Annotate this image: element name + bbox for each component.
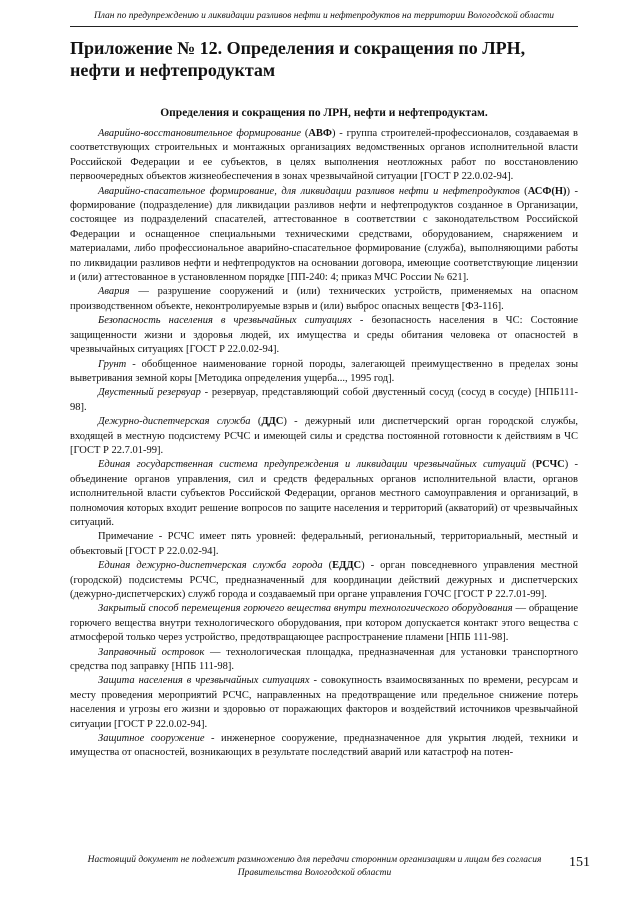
definition-term: Заправочный островок	[98, 646, 205, 658]
definition-term: Защитное сооружение	[98, 733, 205, 745]
definition-text: - группа строителей-профессионалов, создаваемая в соответствующих строительных и монтажных организациях ведомственных органов исполнительной власти Российской Федерации и ее субъектов, в целях выполнения неотложных работ по восстановлению первоочередных объектов жизнеобеспечения в зонах чрезвычайной ситуации [ГОСТ Р 22.0.02-94].	[70, 128, 578, 183]
definition-term: Дежурно-диспетчерская служба	[98, 416, 251, 428]
definition-term: Закрытый способ перемещения горючего вещества внутри технологического оборудования	[98, 603, 513, 615]
definition-item	[70, 602, 578, 645]
definition-text: - объединение органов управления, сил и средств федеральных органов исполнительной власти, органов исполнительной власти субъектов Российской Федерации, органов местного самоуправления и организаций, в полномочия которых входит решение вопросов по защите населения и территорий (акваторий) от чрезвычайных ситуаций.	[70, 459, 578, 528]
definition-text: - формирование (подразделение) для ликвидации разливов нефти и нефтепродуктов созданное в Организации, состоящее из подразделений спасателей, аттестованное в соответствии с законодательством Российской Федерации и оснащенное специальными техническими средствами, оборудованием, снаряжением и материалами, либо профессиональное аварийно-спасательное формирование (служба), выполняющими работы по ликвидации разливов нефти и нефтепродуктов на основании договора, имеющие соответствующие лицензии и (или) аттестованное в установленном порядке [ПП-240: 4; приказ МЧС России № 621].	[70, 185, 579, 284]
section-title: Определения и сокращения по ЛРН, нефти и нефтепродуктам.	[160, 107, 488, 119]
definition-item	[70, 646, 578, 675]
page-title: Приложение № 12. Определения и сокращения по ЛРН, нефти и нефтепродуктам	[70, 38, 526, 80]
definition-text: - дежурный или диспетчерский орган городской службы, входящей в местную подсистему РСЧС и имеющей силы и средства постоянной готовности к действиям в ЧС [ГОСТ Р 22.7.01-99].	[70, 416, 579, 456]
definition-item: Единая дежурно-диспетчерская служба города (ЕДДС) - орган повседневного управления местной (городской) подсистемы РСЧС, предназначенный для координации действий дежурных и диспетчерских (дежурно-диспетчерских) служб города и создаваемый при органе управления ГОЧС [ГОСТ Р 22.7.01-99].	[70, 560, 579, 600]
definition-item: Аварийно-спасательное формирование, для ликвидации разливов нефти и нефтепродуктов (АСФ(Н)) - формирование (подразделение) для ликвидации разливов нефти и нефтепродуктов созданное в Организации, состоящее из подразделений спасателей, аттестованное в соответствии с законодательством Российской Федерации и оснащенное специальными техническими средствами, оборудованием, снаряжением и материалами, либо профессиональное аварийно-спасательное формирование (служба), выполняющими работы по ликвидации разливов нефти и нефтепродуктов на основании договора, имеющие соответствующие лицензии и (или) аттестованное в установленном порядке [ПП-240: 4; приказ МЧС России № 621].	[70, 185, 579, 284]
definition-term: Аварийно-восстановительное формирование	[98, 128, 301, 139]
definition-abbreviation: АСФ(Н)	[527, 185, 567, 197]
definition-abbreviation: РСЧС	[535, 459, 565, 471]
definition-term: Единая государственная система предупреждения и ликвидации чрезвычайных ситуаций	[98, 459, 526, 471]
definition-item: Аварийно-восстановительное формирование (АВФ) - группа строителей-профессионалов, создаваемая в соответствующих строительных и монтажных организациях ведомственных органов исполнительной власти Российской Федерации и ее субъектов, в целях выполнения неотложных работ по восстановлению первоочередных объектов жизнеобеспечения в зонах чрезвычайной ситуации [ГОСТ Р 22.0.02-94].	[70, 128, 578, 183]
header-divider	[70, 26, 578, 27]
page-footer	[70, 854, 590, 880]
definition-text: — разрушение сооружений и (или) технических устройств, применяемых на опасном производственном объекте, неконтролируемые взрыв и (или) выброс опасных веществ [ФЗ-116].	[70, 286, 578, 312]
definition-item	[70, 358, 578, 387]
definition-item: Дежурно-диспетчерская служба (ДДС) - дежурный или диспетчерский орган городской службы, входящей в местную подсистему РСЧС и имеющей силы и средства постоянной готовности к действиям в ЧС [ГОСТ Р 22.7.01-99].	[70, 416, 579, 456]
definition-text: - безопасность населения в ЧС: Состояние защищенности жизни и здоровья людей, их имущества и среды обитания человека от опасностей в чрезвычайных ситуациях [ГОСТ Р 22.0.02-94].	[70, 315, 578, 356]
definition-item	[70, 285, 578, 314]
definition-text: — технологическая площадка, предназначенная для установки транспортного средства под заправку [НПБ 111-98].	[70, 646, 578, 673]
definition-item: Единая государственная система предупреждения и ликвидации чрезвычайных ситуаций (РСЧС) - объединение органов управления, сил и средств федеральных органов исполнительной власти, органов исполнительной власти субъектов Российской Федерации, органов местного самоуправления и организаций, в полномочия которых входит решение вопросов по защите населения и территорий (акваторий) от чрезвычайных ситуаций.	[70, 459, 578, 528]
running-header: План по предупреждению и ликвидации разливов нефти и нефтепродуктов на территории Вологодской области	[93, 11, 555, 21]
definition-text: - совокупность взаимосвязанных по времени, ресурсам и месту проведения мероприятий РСЧС, направленных на предотвращение или предельное снижение потерь населения и угрозы его жизни и здоровью от поражающих факторов и воздействий источников чрезвычайной ситуации [ГОСТ Р 22.0.02-94].	[70, 675, 579, 730]
definition-text: - обобщенное наименование горной породы, залегающей преимущественно в пределах зоны выветривания земной коры [Методика определения ущерба..., 1995 год].	[70, 358, 578, 384]
definitions-list	[70, 127, 578, 761]
footer-notice: Настоящий документ не подлежит размножению для передачи сторонним организациям и лицам без согласия Правительства Вологодской области	[87, 855, 542, 878]
definition-term: Безопасность населения в чрезвычайных ситуациях	[98, 315, 352, 327]
definition-text: Примечание - РСЧС имеет пять уровней: федеральный, региональный, территориальный, местный и объектовый [ГОСТ Р 22.0.02-94].	[70, 531, 578, 557]
definition-abbreviation: ЕДДС	[332, 560, 362, 572]
definition-text: - инженерное сооружение, предназначенное для укрытия людей, техники и имущества от опасностей, возникающих в результате последствий аварий или катастроф на потен-	[70, 733, 578, 759]
definition-term: Единая дежурно-диспетчерская служба города	[98, 560, 323, 572]
definition-term: Двустенный резервуар	[98, 387, 201, 399]
definition-item	[70, 674, 578, 732]
definition-term: Аварийно-спасательное формирование, для ликвидации разливов нефти и нефтепродуктов	[98, 185, 520, 197]
page-number: 151	[569, 855, 590, 870]
definition-item	[70, 530, 578, 559]
definition-term: Защита населения в чрезвычайных ситуациях	[98, 675, 310, 687]
definition-text: - орган повседневного управления местной (городской) подсистемы РСЧС, предназначенный для координации действий дежурных и диспетчерских (дежурно-диспетчерских) служб города и создаваемый при органе управления ГОЧС [ГОСТ Р 22.7.01-99].	[70, 560, 579, 600]
definition-abbreviation: ДДС	[261, 416, 284, 428]
definition-text: — обращение горючего вещества внутри технологического оборудования, при котором допускается контакт этого вещества с атмосферой только через устройство, предотвращающее распространение пламени [НПБ 111-98].	[70, 603, 578, 644]
definition-text: - резервуар, представляющий собой двустенный сосуд (сосуд в сосуде) [НПБ111-98].	[70, 387, 578, 413]
definition-item	[70, 732, 578, 761]
definition-abbreviation: АВФ	[308, 128, 332, 139]
definition-item	[70, 314, 578, 357]
definition-term: Авария	[98, 286, 130, 298]
definition-term: Грунт	[98, 358, 127, 370]
definition-item	[70, 386, 578, 415]
